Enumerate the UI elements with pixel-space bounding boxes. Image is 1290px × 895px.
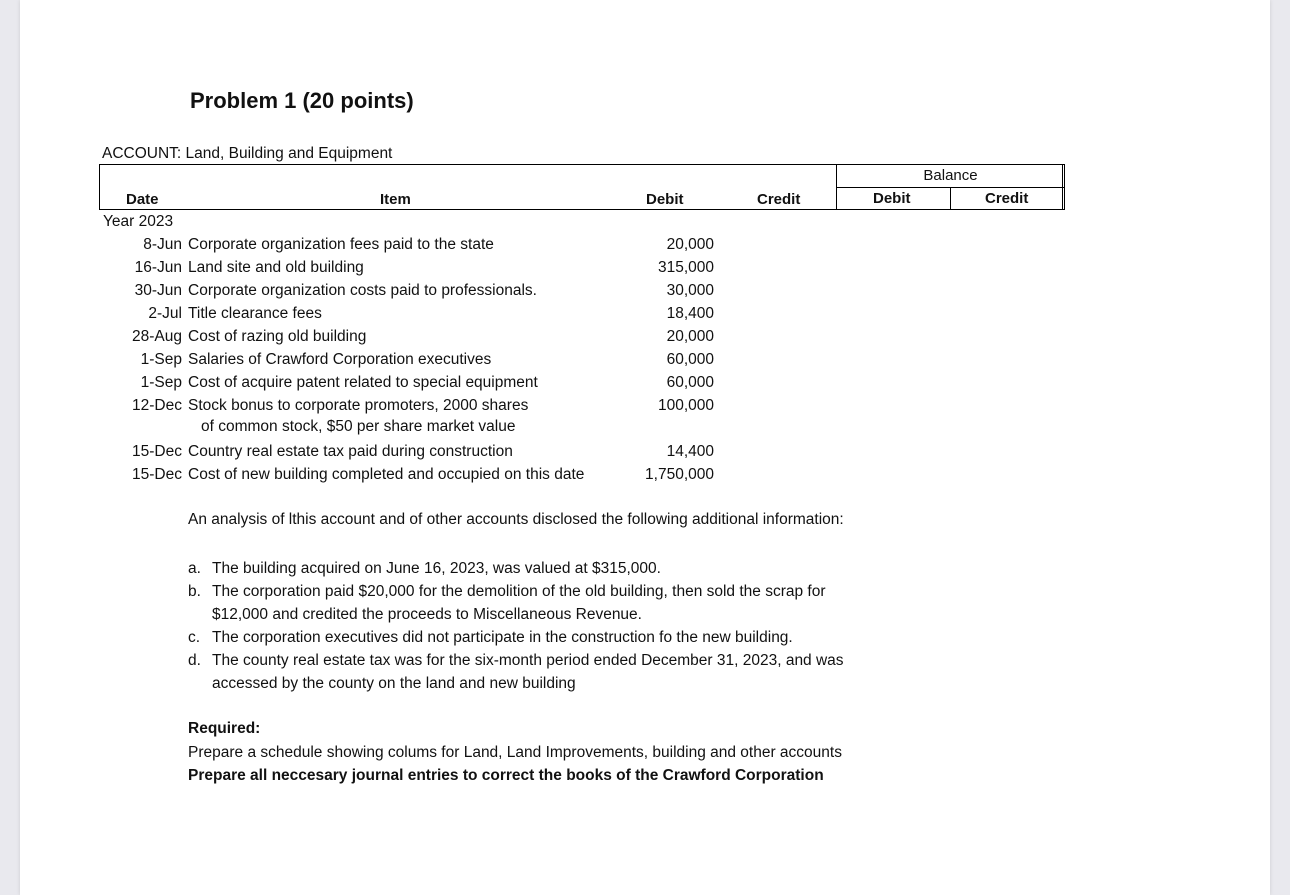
note-letter: a. <box>188 560 201 577</box>
balance-header <box>836 164 1065 210</box>
required-label: Required: <box>188 720 261 737</box>
row-date: 30-Jun <box>134 282 182 299</box>
header-balance: Balance <box>923 166 978 184</box>
table-row <box>20 282 1270 305</box>
row-item: Country real estate tax paid during construction <box>188 443 513 460</box>
row-date: 15-Dec <box>132 443 182 460</box>
row-debit: 30,000 <box>666 282 714 299</box>
required-section <box>188 717 842 788</box>
row-debit: 60,000 <box>666 351 714 368</box>
table-row <box>20 328 1270 351</box>
row-item: Corporate organization fees paid to the state <box>188 236 494 253</box>
row-date: 1-Sep <box>140 351 182 368</box>
row-date: 8-Jun <box>143 236 182 253</box>
row-item: Cost of new building completed and occupied on this date <box>188 466 585 483</box>
header-credit: Credit <box>757 191 801 208</box>
note-text: The corporation paid $20,000 for the demolition of the old building, then sold the scrap for $12,000 and credited the proceeds to Miscellaneous Revenue. <box>212 583 826 623</box>
required-line-1: Prepare a schedule showing colums for Land, Land Improvements, building and other accounts <box>188 743 842 761</box>
header-balance-credit: Credit <box>985 189 1029 207</box>
list-item <box>188 649 872 695</box>
row-item: Corporate organization costs paid to professionals. <box>188 282 537 299</box>
list-item <box>188 557 872 580</box>
account-label: ACCOUNT: <box>102 145 182 162</box>
analysis-text: An analysis of lthis account and of other accounts disclosed the following additional information: <box>188 511 844 528</box>
row-item: Stock bonus to corporate promoters, 2000 shares <box>188 397 529 414</box>
note-letter: b. <box>188 583 201 600</box>
list-item <box>188 580 872 626</box>
additional-info-list <box>188 557 872 695</box>
list-item <box>188 626 872 649</box>
table-row <box>20 443 1270 466</box>
row-debit: 60,000 <box>666 374 714 391</box>
row-item: Cost of razing old building <box>188 328 367 345</box>
row-debit: 315,000 <box>657 259 714 276</box>
table-row <box>20 305 1270 328</box>
table-row <box>20 374 1270 397</box>
row-item: Salaries of Crawford Corporation executives <box>188 351 492 368</box>
document-page <box>20 0 1270 895</box>
ledger-rows <box>20 236 1270 489</box>
row-date: 15-Dec <box>132 466 182 483</box>
account-line <box>102 145 1064 165</box>
row-item: Land site and old building <box>188 259 364 276</box>
row-item-continuation: of common stock, $50 per share market value <box>201 418 516 435</box>
note-text: The building acquired on June 16, 2023, was valued at $315,000. <box>212 560 661 577</box>
row-debit: 20,000 <box>666 236 714 253</box>
row-date: 12-Dec <box>132 397 182 414</box>
row-debit: 20,000 <box>666 328 714 345</box>
note-letter: c. <box>188 629 201 646</box>
row-debit: 18,400 <box>666 305 714 322</box>
note-text: The corporation executives did not participate in the construction fo the new building. <box>212 629 793 646</box>
table-row <box>20 397 1270 420</box>
table-row <box>20 351 1270 374</box>
row-debit: 100,000 <box>657 397 714 414</box>
header-balance-debit: Debit <box>873 189 911 207</box>
account-name: Land, Building and Equipment <box>185 145 393 162</box>
row-date: 1-Sep <box>140 374 182 391</box>
year-label: Year 2023 <box>103 213 174 230</box>
header-debit: Debit <box>646 191 684 208</box>
ledger-header <box>99 164 1063 210</box>
row-item: Title clearance fees <box>188 305 322 322</box>
row-debit: 1,750,000 <box>645 466 714 483</box>
required-line-2: Prepare all neccesary journal entries to correct the books of the Crawford Corporation <box>188 767 824 784</box>
table-row <box>20 466 1270 489</box>
header-item: Item <box>380 191 411 208</box>
row-item: Cost of acquire patent related to special equipment <box>188 374 538 391</box>
note-text: The county real estate tax was for the six-month period ended December 31, 2023, and was accessed by the county on the land and new building <box>212 652 844 692</box>
table-row <box>20 236 1270 259</box>
table-row-continuation <box>20 420 1270 443</box>
row-date: 16-Jun <box>134 259 182 276</box>
row-debit: 14,400 <box>666 443 714 460</box>
table-row <box>20 259 1270 282</box>
balance-column-divider <box>950 187 951 209</box>
problem-title: Problem 1 (20 points) <box>190 88 414 113</box>
header-date: Date <box>126 191 159 208</box>
row-date: 28-Aug <box>132 328 182 345</box>
row-date: 2-Jul <box>148 305 182 322</box>
note-letter: d. <box>188 652 201 669</box>
